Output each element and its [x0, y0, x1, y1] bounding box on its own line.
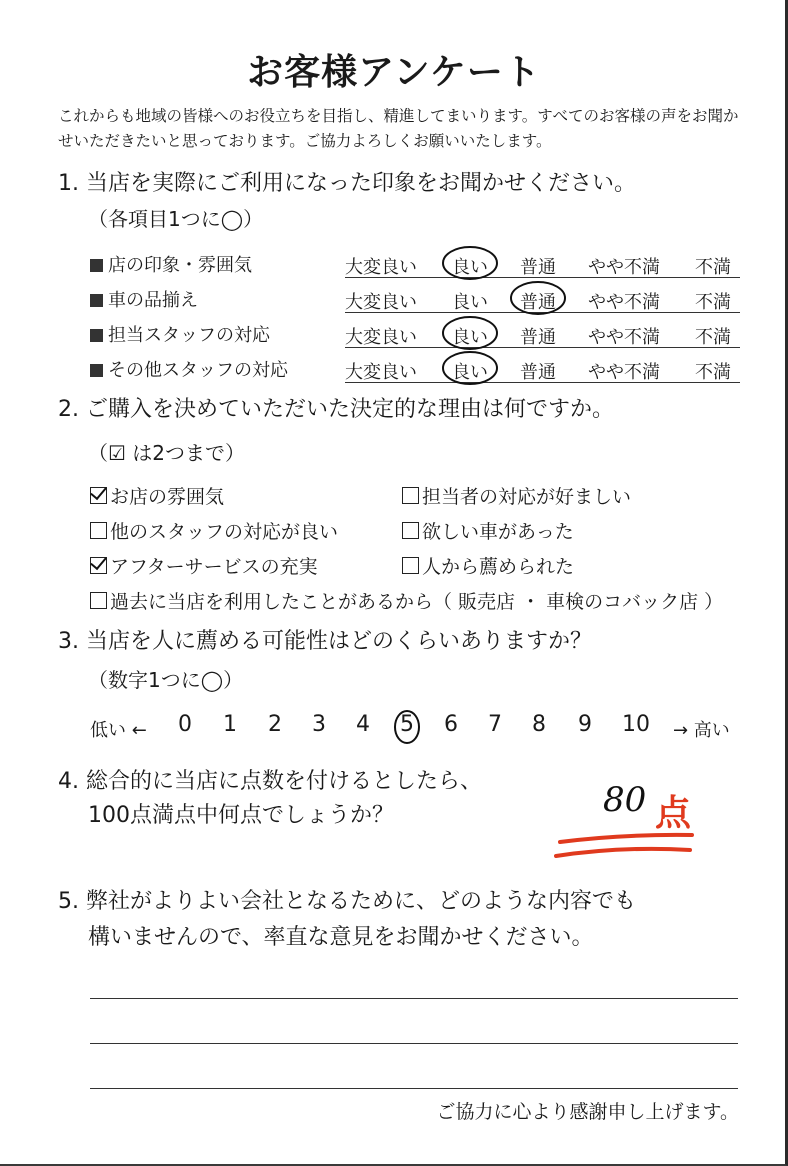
rating-option[interactable]: やや不満 [588, 292, 660, 313]
reason-option[interactable] [90, 552, 318, 579]
scale-number[interactable]: 8 [532, 712, 546, 737]
selection-circle-mark [440, 243, 500, 283]
reason-option[interactable] [402, 517, 574, 544]
reason-option[interactable] [402, 482, 631, 509]
rating-option[interactable]: やや不満 [588, 257, 660, 278]
rating-option[interactable]: 不満 [695, 362, 731, 383]
scale-low-label: 低い ← [90, 720, 147, 741]
scale-number[interactable]: 1 [223, 712, 237, 737]
answer-line[interactable] [90, 1088, 738, 1089]
rating-option[interactable]: 大変良い [345, 257, 417, 278]
question-4 [58, 766, 482, 798]
checkbox[interactable] [90, 592, 107, 609]
scale-number[interactable]: 10 [622, 712, 650, 737]
scale-number[interactable]: 7 [488, 712, 502, 737]
question-number: 1. [58, 171, 79, 196]
scale-number[interactable]: 5 [400, 712, 414, 737]
reason-option[interactable] [90, 482, 224, 509]
reason-option-label: 過去に当店を利用したことがあるから（ 販売店 ・ 車検のコバック店 ） [110, 591, 724, 613]
reason-option-label: 担当者の対応が好ましい [422, 486, 632, 508]
intro-text: これからも地域の皆様へのお役立ちを目指し、精進してまいります。すべてのお客様の声をお聞かせいただきたいと思っております。ご協力よろしくお願いいたします。 [58, 107, 739, 150]
thanks-text: ご協力に心より感謝申し上げます。 [436, 1101, 739, 1123]
rating-option[interactable]: 良い [452, 292, 488, 313]
rating-option[interactable]: 普通 [520, 362, 556, 383]
question-number: 3. [58, 629, 79, 654]
checkbox[interactable] [90, 522, 107, 539]
rating-option[interactable]: 不満 [695, 327, 731, 348]
checkbox[interactable] [402, 522, 419, 539]
rating-option[interactable]: 普通 [520, 292, 556, 313]
rating-row [90, 315, 740, 349]
scale-number[interactable]: 3 [312, 712, 326, 737]
checked-checkbox[interactable] [90, 487, 107, 504]
scale-number[interactable]: 4 [356, 712, 370, 737]
rating-item-label: 車の品揃え [90, 286, 198, 312]
rating-scale [345, 247, 740, 278]
checkbox[interactable] [402, 557, 419, 574]
rating-option[interactable]: 普通 [520, 257, 556, 278]
question-text: 当店を人に薦める可能性はどのくらいありますか？ [86, 629, 593, 654]
question-1 [58, 168, 636, 200]
selection-circle-mark [508, 278, 568, 318]
reason-option[interactable] [90, 517, 338, 544]
square-bullet-icon [90, 329, 103, 342]
question-text: 当店を実際にご利用になった印象をお聞かせください。 [86, 171, 637, 196]
rating-item-label: その他スタッフの対応 [90, 356, 288, 382]
question-2 [58, 394, 614, 426]
rating-option[interactable]: 大変良い [345, 327, 417, 348]
square-bullet-icon [90, 364, 103, 377]
square-bullet-icon [90, 294, 103, 307]
rating-option[interactable]: やや不満 [588, 362, 660, 383]
rating-scale [345, 352, 740, 383]
recommend-scale [90, 712, 740, 746]
red-underline-marks [552, 830, 702, 865]
rating-row [90, 245, 740, 279]
question-number: 4. [58, 769, 79, 794]
rating-option[interactable]: 不満 [695, 292, 731, 313]
rating-option[interactable]: 大変良い [345, 362, 417, 383]
question-text: 総合的に当店に点数を付けるとしたら、 [86, 769, 483, 794]
question-5-line2: 構いませんので、率直な意見をお聞かせください。 [88, 925, 594, 950]
selection-circle-mark [440, 348, 500, 388]
question-2-instruction: （☑ は2つまで） [88, 441, 246, 465]
question-number: 5. [58, 889, 79, 914]
scale-number[interactable]: 9 [578, 712, 592, 737]
checked-checkbox[interactable] [90, 557, 107, 574]
rating-option[interactable]: 不満 [695, 257, 731, 278]
scale-high-label: → 高い [673, 720, 730, 741]
question-1-instruction: （各項目1つに◯） [88, 207, 264, 231]
question-5 [58, 886, 636, 918]
survey-title: お客様アンケート [247, 52, 541, 93]
reason-option[interactable] [90, 587, 723, 614]
rating-option[interactable]: 普通 [520, 327, 556, 348]
reason-option-label: お店の雰囲気 [110, 486, 225, 508]
score-answer[interactable]: 80 [603, 780, 647, 820]
score-unit: 点 [655, 793, 692, 834]
rating-row [90, 280, 740, 314]
question-3 [58, 626, 592, 658]
rating-option[interactable]: 良い [452, 362, 488, 383]
rating-scale [345, 282, 740, 313]
rating-item-label: 店の印象・雰囲気 [90, 251, 252, 277]
question-text: 弊社がよりよい会社となるために、どのような内容でも [86, 889, 637, 914]
answer-line[interactable] [90, 998, 738, 999]
rating-row [90, 350, 740, 384]
checkbox-symbol: ☑ [108, 441, 126, 465]
scale-number[interactable]: 0 [178, 712, 192, 737]
question-text: ご購入を決めていただいた決定的な理由は何ですか。 [86, 397, 615, 422]
reason-option-label: 他のスタッフの対応が良い [110, 521, 339, 543]
rating-option[interactable]: やや不満 [588, 327, 660, 348]
reason-option-label: 人から薦められた [422, 556, 575, 578]
question-4-line2: 100点満点中何点でしょうか？ [88, 803, 394, 828]
rating-option[interactable]: 良い [452, 257, 488, 278]
question-number: 2. [58, 397, 79, 422]
reason-option-label: アフターサービスの充実 [110, 556, 318, 578]
scale-number[interactable]: 6 [444, 712, 458, 737]
square-bullet-icon [90, 259, 103, 272]
selection-circle-mark [392, 708, 422, 746]
reason-option-label: 欲しい車があった [422, 521, 574, 543]
rating-option[interactable]: 大変良い [345, 292, 417, 313]
question-3-instruction: （数字1つに◯） [88, 668, 244, 692]
answer-line[interactable] [90, 1043, 738, 1044]
rating-scale [345, 317, 740, 348]
checkbox[interactable] [402, 487, 419, 504]
reason-option[interactable] [402, 552, 574, 579]
rating-option[interactable]: 良い [452, 327, 488, 348]
selection-circle-mark [440, 313, 500, 353]
scale-number[interactable]: 2 [268, 712, 282, 737]
rating-item-label: 担当スタッフの対応 [90, 321, 270, 347]
